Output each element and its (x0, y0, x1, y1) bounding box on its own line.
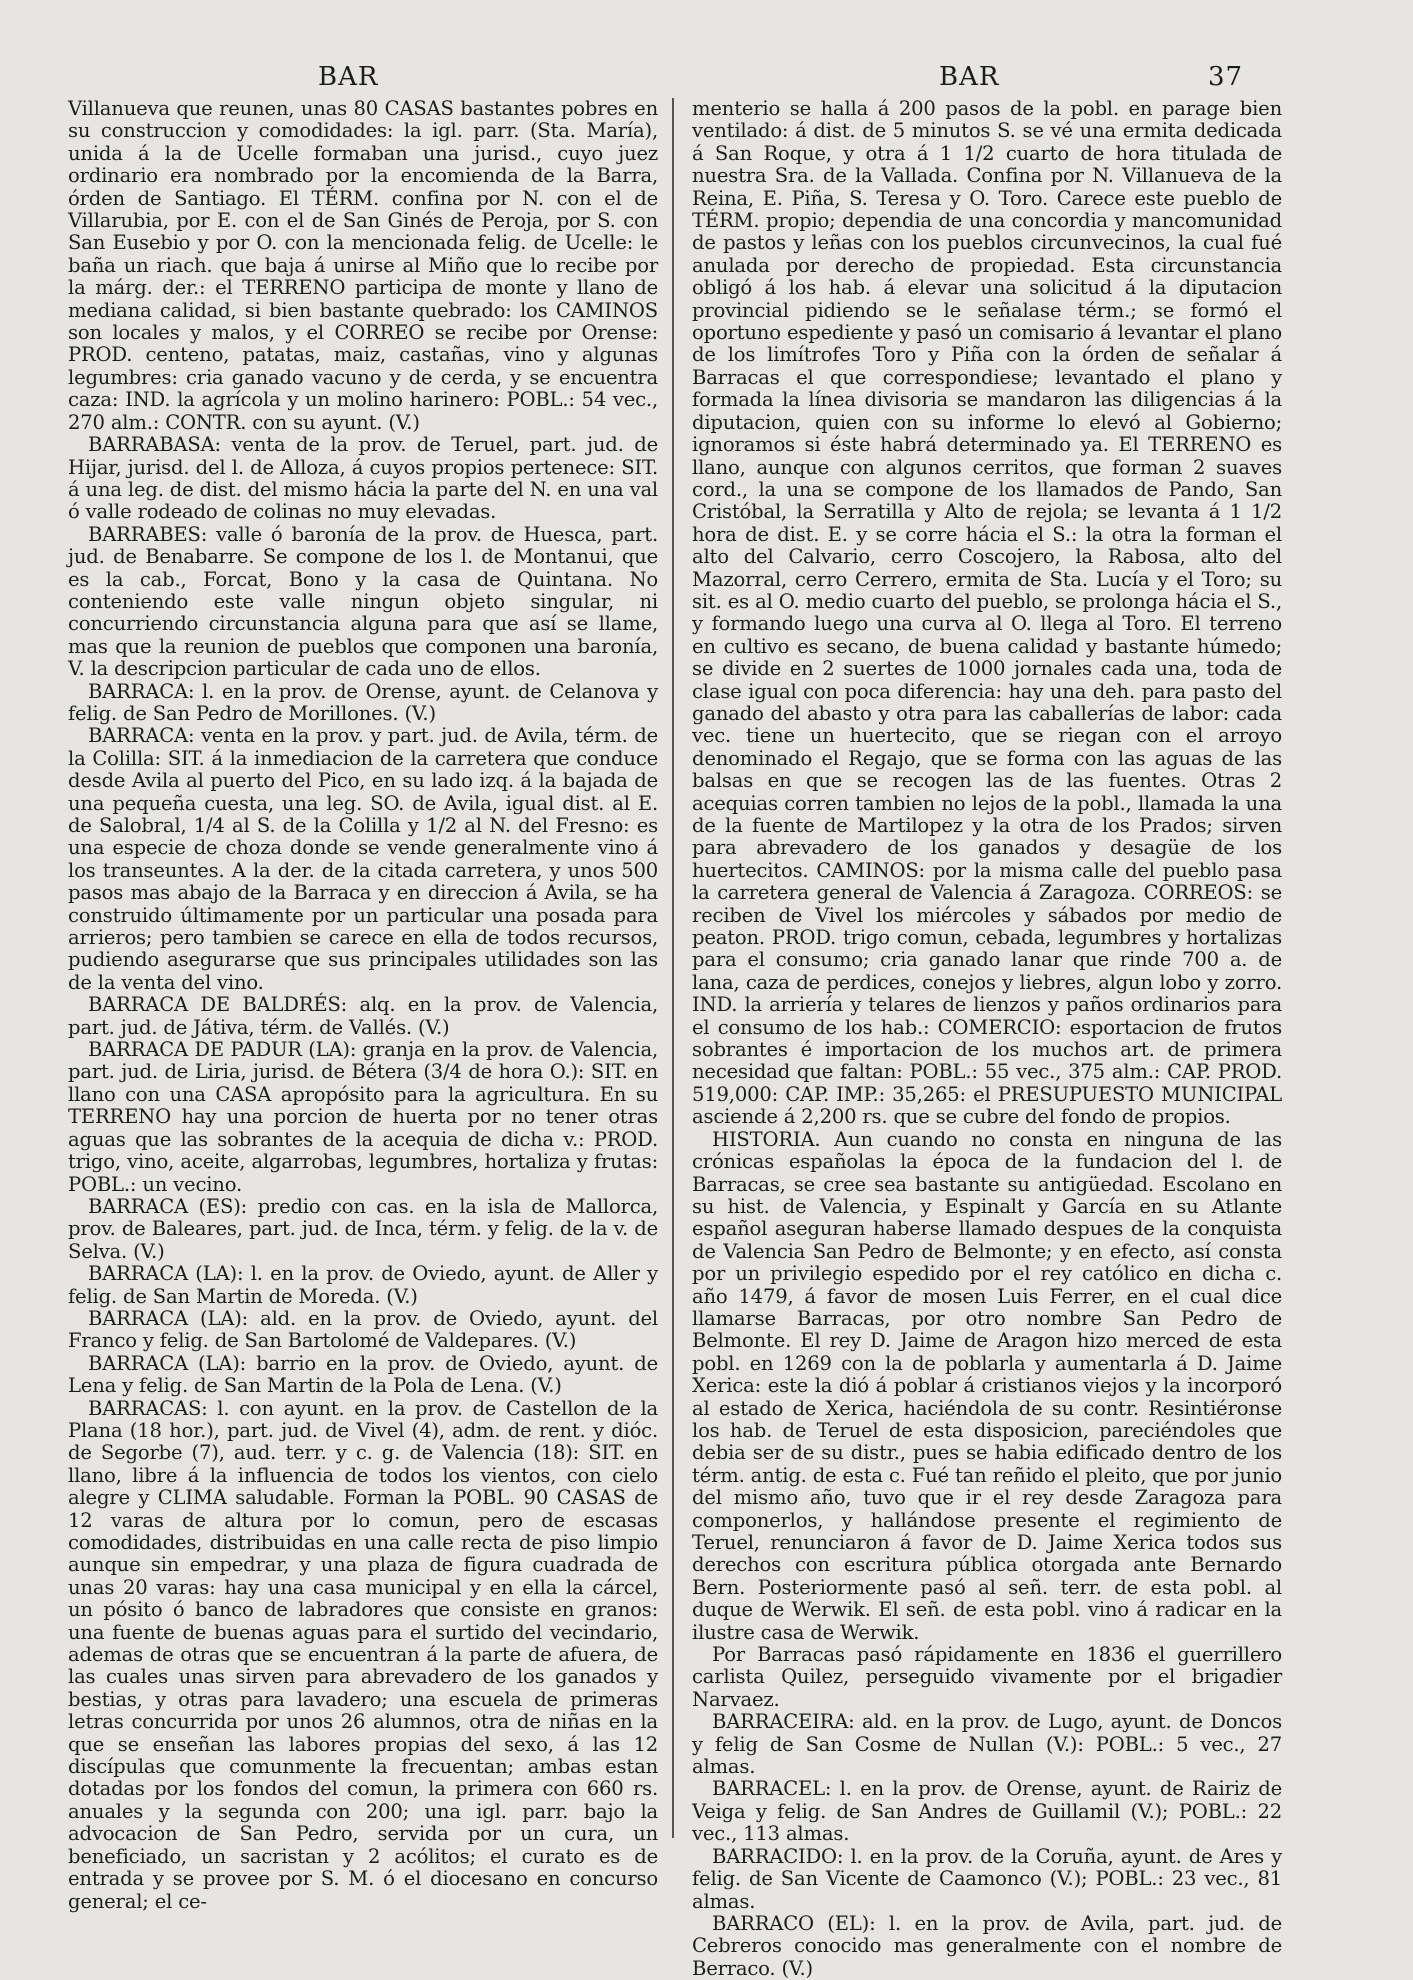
dictionary-entry: BARRACA DE BALDRÉS: alq. en la prov. de Valencia, part. jud. de Játiva, térm. de Vallés. (V.) (68, 993, 658, 1039)
dictionary-entry: Por Barracas pasó rápidamente en 1836 el guerrillero carlista Quilez, perseguido vivamente por el brigadier Narvaez. (692, 1643, 1282, 1711)
dictionary-entry: BARRACA (ES): predio con cas. en la isla de Mallorca, prov. de Baleares, part. jud. de Inca, térm. y felig. de la v. de Selva. (V.) (68, 1194, 658, 1263)
dictionary-entry: BARRABASA: venta de la prov. de Teruel, part. jud. de Hijar, jurisd. del l. de Alloza, á cuyos propios pertenece: SIT. á una leg. de dist. del mismo hácia la parte del N. en una val ó valle rodeado de colinas no muy elevadas. (68, 433, 658, 524)
dictionary-entry: BARRACO (EL): l. en la prov. de Avila, part. jud. de Cebreros conocido mas generalmente con el nombre de Berraco. (V.) (692, 1911, 1282, 1980)
dictionary-entry: Villanueva que reunen, unas 80 CASAS bastantes pobres en su construccion y comodidades: la igl. parr. (Sta. María), unida á la de Ucelle formaban una jurisd., cuyo juez ordinario era nombrado por la encomienda de la Barra, órden de Santiago. El TÉRM. confina por N. con el de Villarubia, por E. con el de San Ginés de Peroja, por S. con San Eusebio y por O. con la mencionada felig. de Ucelle: le baña un riach. que baja á unirse al Miño que lo recibe por la márg. der.: el TERRENO participa de monte y llano de mediana calidad, si bien bastante quebrado: los CAMINOS son locales y malos, y el CORREO se recibe por Orense: PROD. centeno, patatas, maiz, castañas, vino y algunas legumbres: cria ganado vacuno y de cerda, y se encuentra caza: IND. la agrícola y un molino harinero: POBL.: 54 vec., 270 alm.: CONTR. con su ayunt. (V.) (68, 97, 658, 434)
dictionary-entry: BARRACA DE PADUR (LA): granja en la prov. de Valencia, part. jud. de Liria, jurisd. de Bétera (3/4 de hora O.): SIT. en llano con una CASA apropósito para la agricultura. En su TERRENO hay una porcion de huerta por no tener otras aguas que las sobrantes de la acequia de dicha v.: PROD. trigo, vino, aceite, algarrobas, legumbres, hortaliza y frutas: POBL.: un vecino. (68, 1038, 658, 1196)
column-divider (672, 98, 674, 1838)
dictionary-entry: BARRACA (LA): ald. en la prov. de Oviedo, ayunt. del Franco y felig. de San Bartolomé de Valdepares. (V.) (68, 1306, 658, 1353)
dictionary-entry: BARRACA (LA): l. en la prov. de Oviedo, ayunt. de Aller y felig. de San Martin de Moreda. (V.) (68, 1262, 658, 1308)
dictionary-entry: HISTORIA. Aun cuando no consta en ninguna de las crónicas españolas la época de la fundacion del l. de Barracas, se cree sea bastante su antigüedad. Escolano en su hist. de Valencia, y Espinalt y García en su Atlante español aseguran haberse llamado despues de la conquista de Valencia San Pedro de Belmonte; y en efecto, así consta por un privilegio espedido por el rey católico en dicha c. año 1479, á favor de mosen Luis Ferrer, en el cual dice llamarse Barracas, por otro nombre San Pedro de Belmonte. El rey D. Jaime de Aragon hizo merced de esta pobl. en 1269 con la de poblarla y aumentarla á D. Jaime Xerica: este la dió á poblar á cristianos viejos y la incorporó al estado de Xerica, haciéndola de su contr. Resintiéronse los hab. de Teruel de esta disposicion, pareciéndoles que debia ser de su distr., pues se habia edificado dentro de los térm. antig. de esta c. Fué tan reñido el pleito, que por junio del mismo año, tuvo que ir el rey desde Zaragoza para componerlos, y hallándose presente el regimiento de Teruel, renunciaron á favor de D. Jaime Xerica todos sus derechos con escritura pública otorgada ante Bernardo Bern. Posteriormente pasó al señ. terr. de esta pobl. al duque de Werwik. El señ. de esta pobl. vino á radicar en la ilustre casa de Werwik. (692, 1127, 1282, 1644)
dictionary-entry: BARRACA: l. en la prov. de Orense, ayunt. de Celanova y felig. de San Pedro de Morillones. (V.) (68, 679, 658, 725)
dictionary-entry: BARRABES: valle ó baronía de la prov. de Huesca, part. jud. de Benabarre. Se compone de los l. de Montanui, que es la cab., Forcat, Bono y la casa de Quintana. No conteniendo este valle ningun objeto singular, ni concurriendo circunstancia alguna para que así se llame, mas que la reunion de pueblos que componen una baronía, V. la descripcion particular de cada uno de ellos. (68, 522, 658, 681)
dictionary-entry: BARRACAS: l. con ayunt. en la prov. de Castellon de la Plana (18 hor.), part. jud. de Vivel (4), adm. de rent. y dióc. de Segorbe (7), aud. terr. y c. g. de Valencia (18): SIT. en llano, libre á la influencia de todos los vientos, con cielo alegre y CLIMA saludable. Forman la POBL. 90 CASAS de 12 varas de altura por lo comun, pero de escasas comodidades, distribuidas en una calle recta de piso limpio aunque sin empedrar, y una plaza de figura cuadrada de unas 20 varas: hay una casa municipal y en ella la cárcel, un pósito ó banco de labradores que consiste en granos: una fuente de buenas aguas para el surtido del vecindario, ademas de otras que se encuentran á la parte de afuera, de las cuales unas sirven para abrevadero de los ganados y bestias, y otras para lavadero; una escuela de primeras letras concurrida por unos 26 alumnos, otra de niñas en la que se enseñan las labores propias del sexo, á las 12 discípulas que comunmente la frecuentan; ambas estan dotadas por los fondos del comun, la primera con 660 rs. anuales y la segunda con 200; una igl. parr. bajo la advocacion de San Pedro, servida por un cura, un beneficiado, un sacristan y 2 acólitos; el curato es de entrada y se provee por S. M. ó el diocesano en concurso general; el ce- (68, 1396, 658, 1913)
left-column (68, 97, 658, 1913)
page-number: 37 (1208, 62, 1244, 92)
dictionary-entry: BARRACEL: l. en la prov. de Orense, ayunt. de Rairiz de Veiga y felig. de San Andres de Guillamil (V.); POBL.: 22 vec., 113 almas. (692, 1777, 1282, 1846)
dictionary-entry: BARRACEIRA: ald. en la prov. de Lugo, ayunt. de Doncos y felig de San Cosme de Nullan (V.): POBL.: 5 vec., 27 almas. (692, 1710, 1282, 1779)
dictionary-entry: BARRACA (LA): barrio en la prov. de Oviedo, ayunt. de Lena y felig. de San Martin de la Pola de Lena. (V.) (68, 1351, 658, 1398)
dictionary-entry: menterio se halla á 200 pasos de la pobl. en parage bien ventilado: á dist. de 5 minutos S. se vé una ermita dedicada á San Roque, y otra á 1 1/2 cuarto de hora titulada de nuestra Sra. de la Vallada. Confina por N. Villanueva de la Reina, E. Piña, S. Teresa y O. Toro. Carece este pueblo de TÉRM. propio; dependia de una concordia y mancomunidad de pastos y leñas con los pueblos circunvecinos, la cual fué anulada por derecho de propiedad. Esta circunstancia obligó á los hab. á elevar una solicitud á la diputacion provincial pidiendo se le señalase térm.; se formó el oportuno espediente y pasó un comisario á levantar el plano de los limítrofes Toro y Piña con la órden de señalar á Barracas el que correspondiese; levantado el plano y formada la línea divisoria se mandaron las diligencias á la diputacion, quien con su informe lo elevó al Gobierno; ignoramos si éste habrá determinado ya. El TERRENO es llano, aunque con algunos cerritos, que forman 2 suaves cord., la una se compone de los llamados de Pando, San Cristóbal, la Serratilla y Alto de rejola; se levanta á 1 1/2 hora de dist. E. y se corre hácia el S.: la otra la forman el alto del Calvario, cerro Coscojero, la Rabosa, alto del Mazorral, cerro Cerrero, ermita de Sta. Lucía y el Toro; su sit. es al O. medio cuarto del pueblo, se prolonga hácia el S., y formando luego una curva al O. llega al Toro. El terreno en cultivo es secano, de buena calidad y bastante húmedo; se divide en 2 suertes de 1000 jornales cada una, toda de clase igual con poca diferencia: hay una deh. para pasto del ganado del abasto y otra para las caballerías de labor: cada vec. tiene un huertecito, que se riegan con el arroyo denominado el Regajo, que se forma con las aguas de las balsas en que se recogen las de las fuentes. Otras 2 acequias corren tambien no lejos de la pobl., llamada la una de la fuente de Martilopez y la otra de los Prados; sirven para abrevadero de los ganados y desagüe de los huertecitos. CAMINOS: por la misma calle del pueblo pasa la carretera general de Valencia á Zaragoza. CORREOS: se reciben de Vivel los miércoles y sábados por medio de peaton. PROD. trigo comun, cebada, legumbres y hortalizas para el consumo; cria ganado lanar que rinde 700 a. de lana, caza de perdices, conejos y liebres, algun lobo y zorro. IND. la arriería y telares de lienzos y paños ordinarios para el consumo de los hab.: COMERCIO: esportacion de frutos sobrantes é importacion de los muchos art. de primera necesidad que faltan: POBL.: 55 vec., 375 alm.: CAP. PROD. 519,000: CAP. IMP.: 35,265: el PRESUPUESTO MUNICIPAL asciende á 2,200 rs. que se cubre del fondo de propios. (692, 97, 1282, 1129)
running-head-left: BAR (318, 62, 379, 92)
dictionary-entry: BARRACA: venta en la prov. y part. jud. de Avila, térm. de la Colilla: SIT. á la inmediacion de la carretera que conduce desde Avila al puerto del Pico, en su lado izq. á la bajada de una pequeña cuesta, una leg. SO. de Avila, igual dist. al E. de Salobral, 1/4 al S. de la Colilla y 1/2 al N. del Fresno: es una especie de choza donde se vende generalmente vino á los transeuntes. A la der. de la citada carretera, y unos 500 pasos mas abajo de la Barraca y en direccion á Avila, se ha construido últimamente por un particular una posada para arrieros; pero tambien se carece en ella de todos recursos, pudiendo asegurarse que sus principales utilidades son las de la venta del vino. (68, 724, 658, 994)
right-column (692, 97, 1282, 1980)
running-head-right: BAR (939, 62, 1000, 92)
dictionary-entry: BARRACIDO: l. en la prov. de la Coruña, ayunt. de Ares y felig. de San Vicente de Caamonco (V.); POBL.: 23 vec., 81 almas. (692, 1844, 1282, 1913)
